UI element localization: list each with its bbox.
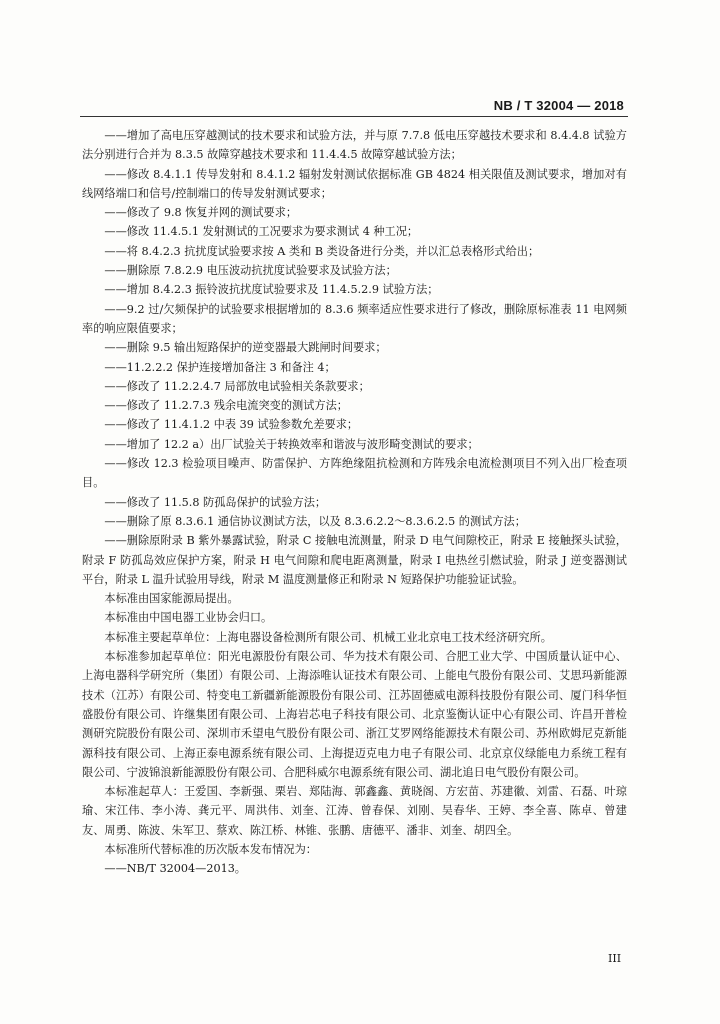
page-number: III [608, 952, 622, 965]
change-item: ——增加 8.4.2.3 振铃波抗扰度试验要求及 11.4.5.2.9 试验方法； [104, 283, 439, 297]
centralized-statement: 本标准由中国电器工业协会归口。 [104, 611, 273, 625]
change-item: ——增加了高电压穿越测试的技术要求和试验方法，并与原 7.7.8 低电压穿越技术要求和 8.4.4.8 试验方法分别进行合并为 8.3.5 故障穿越技术要求和 11.4.4.5 故障穿越试验方法； [82, 129, 627, 162]
change-item: ——删除原附录 B 紫外暴露试验，附录 C 接触电流测量，附录 D 电气间隙校正，附录 E 接触探头试验，附录 F 防孤岛效应保护方案，附录 H 电气间隙和爬电距离测量，附录 I 电热丝引燃试验，附录 J 逆变器测试平台，附录 L 温升试验用导线，附录 M 温度测量修正和附录 N 短路保护功能验证试验。 [82, 534, 627, 586]
change-item: ——修改了 11.2.7.3 残余电流突变的测试方法； [104, 399, 348, 413]
change-item: ——增加了 12.2 a）出厂试验关于转换效率和谐波与波形畸变测试的要求； [104, 437, 479, 451]
standard-number-header: NB / T 32004 — 2018 [493, 98, 624, 113]
drafters-list: 本标准起草人：王爱国、李新强、栗岩、郑陆海、郭鑫鑫、黄晓阁、方宏苗、苏建徽、刘雷、石磊、叶琼瑜、宋江伟、李小涛、龚元平、周洪伟、刘奎、江涛、曾春保、刘刚、吴春华、王婷、李全喜、陈卓、曾建友、周勇、陈波、朱军卫、蔡欢、陈江桥、林锥、张鹏、唐德平、潘非、刘奎、胡四全。 [82, 785, 627, 837]
history-intro: 本标准所代替标准的历次版本发布情况为： [104, 842, 317, 856]
change-item: ——修改 11.4.5.1 发射测试的工况要求为要求测试 4 种工况； [104, 225, 419, 239]
proposer-statement: 本标准由国家能源局提出。 [104, 592, 239, 606]
header-rule [80, 116, 628, 117]
change-item: ——修改 8.4.1.1 传导发射和 8.4.1.2 辐射发射测试依据标准 GB 4824 相关限值及测试要求，增加对有线网络端口和信号/控制端口的传导发射测试要求； [82, 167, 627, 200]
change-item: ——修改了 11.2.2.4.7 局部放电试验相关条款要求； [104, 379, 370, 393]
change-item: ——修改了 11.5.8 防孤岛保护的试验方法； [104, 495, 327, 509]
change-item: ——将 8.4.2.3 抗扰度试验要求按 A 类和 B 类设备进行分类，并以汇总表格形式给出； [104, 244, 540, 258]
change-item: ——修改 12.3 检验项目噪声、防雷保护、方阵绝缘阻抗检测和方阵残余电流检测项目不列入出厂检查项目。 [82, 457, 627, 490]
participating-drafting-units: 本标准参加起草单位：阳光电源股份有限公司、华为技术有限公司、合肥工业大学、中国质量认证中心、上海电器科学研究所（集团）有限公司、上海添唯认证技术有限公司、上能电气股份有限公司、艾思玛新能源技术（江苏）有限公司、特变电工新疆新能源股份有限公司、江苏固德威电源科技股份有限公司、厦门科华恒盛股份有限公司、许继集团有限公司、上海岩芯电子科技有限公司、北京鉴衡认证中心有限公司、许昌开普检测研究院股份有限公司、深圳市禾望电气股份有限公司、浙江艾罗网络能源技术有限公司、苏州欧姆尼克新能源科技有限公司、上海正泰电源系统有限公司、上海提迈克电力电子有限公司、北京京仪绿能电力系统工程有限公司、宁波锦浪新能源股份有限公司、合肥科威尔电源系统有限公司、湖北追日电气股份有限公司。 [82, 650, 627, 779]
document-body [82, 126, 627, 879]
change-item: ——删除 9.5 输出短路保护的逆变器最大跳闸时间要求； [104, 341, 387, 355]
change-item: ——删除原 7.8.2.9 电压波动抗扰度试验要求及试验方法； [104, 264, 397, 278]
change-item: ——删除了原 8.3.6.1 通信协议测试方法，以及 8.3.6.2.2～8.3.6.2.5 的测试方法； [104, 514, 526, 528]
change-item: ——9.2 过/欠频保护的试验要求根据增加的 8.3.6 频率适应性要求进行了修改，删除原标准表 11 电网频率的响应限值要求； [82, 302, 627, 335]
change-item: ——修改了 11.4.1.2 中表 39 试验参数允差要求； [104, 418, 359, 432]
change-item: ——修改了 9.8 恢复并网的测试要求； [104, 206, 298, 220]
history-item: ——NB/T 32004—2013。 [104, 862, 246, 876]
main-drafting-units: 本标准主要起草单位：上海电器设备检测所有限公司、机械工业北京电工技术经济研究所。 [104, 630, 552, 644]
change-item: ——11.2.2.2 保护连接增加备注 3 和备注 4； [104, 360, 336, 374]
